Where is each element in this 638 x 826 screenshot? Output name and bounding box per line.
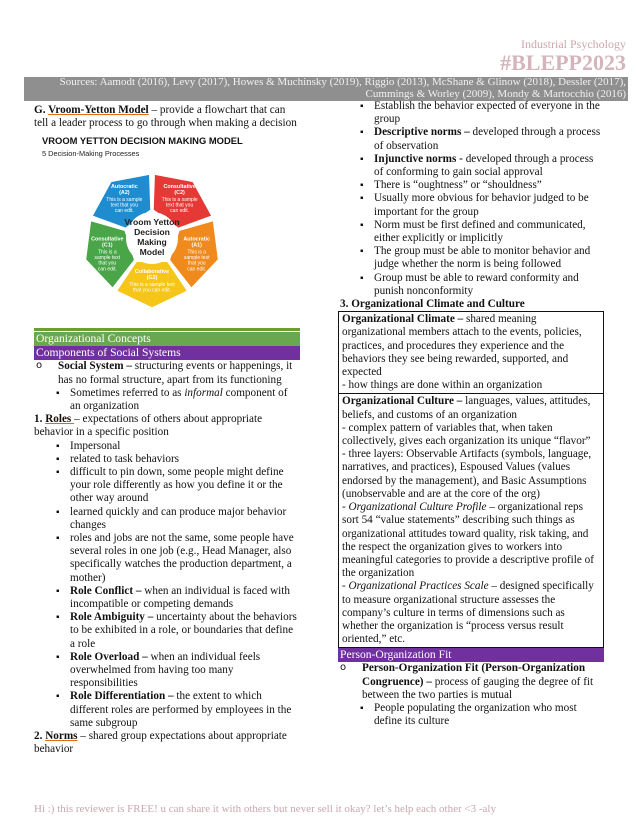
role-definition-item: ▪ Role Differentiation – the extent to which different roles are performed by employees in the same subgroup (34, 690, 300, 730)
diagram-svg (34, 134, 272, 322)
segment-title: Collaborative (134, 269, 170, 276)
segment-note: This is a sample (106, 197, 143, 204)
roles-list-item: ▪ difficult to pin down, some people might define your role differently as how you define it or the other way around (34, 466, 300, 506)
sources-banner: Sources: Aamodt (2016), Levy (2017), Howes & Muchinsky (2019), Riggio (2013), McShane & Glinow (2018), Dessler (2017), Cummings & Worley (2009), Mondy & Martocchio (2016) (24, 77, 628, 101)
segment-note: text that you (166, 202, 194, 209)
culture-box (338, 394, 604, 648)
pof-heading: Person-Organization Fit (338, 648, 604, 662)
culture-profile: - Organizational Culture Profile – organizational reps sort 54 “value statements” describing such things as organizational attitudes toward quality, risk taking, and the respect the organization gives to workers into meaningful categories to provide a descriptive profile of the organization (342, 501, 594, 580)
section-rule (34, 328, 300, 331)
culture-practices-scale: - Organizational Practices Scale – designed specifically to measure organizational structure assesses the company’s culture in terms of dimensions such as whether the organization is “process versus result oriented,” etc. (342, 580, 594, 646)
segment-note: can edit. (114, 208, 134, 215)
norm-item: ▪ The group must be able to monitor behavior and judge whether the norm is being followed (338, 245, 604, 271)
segment-code: (G2) (146, 275, 158, 282)
components-heading: Components of Social Systems (34, 346, 300, 360)
diagram-title: VROOM YETTON DECISION MAKING MODEL (42, 135, 243, 147)
role-definition-item: ▪ Role Overload – when an individual feels overwhelmed from having too many responsibilities (34, 651, 300, 691)
segment-code: (C2) (174, 190, 185, 197)
culture-definition: Organizational Culture – languages, values, attitudes, beliefs, and customs of an organization (342, 395, 591, 421)
norm-item: ▪ Injunctive norms - developed through a process of conforming to gain social approval (338, 153, 604, 179)
roles-list (34, 440, 300, 585)
norm-item: ▪ Group must be able to reward conformity and punish nonconformity (338, 272, 604, 298)
social-system-sub: ▪ Sometimes referred to as informal component of an organization (34, 387, 300, 413)
role-definition-item: ▪ Role Ambiguity – uncertainty about the behaviors to be exhibited in a role, or boundaries that define a role (34, 611, 300, 651)
segment-note: that you can edit. (132, 288, 172, 295)
org-concepts-heading: Organizational Concepts (34, 332, 300, 346)
pof-item: o Person-Organization Fit (Person-Organization Congruence) – process of gauging the degree of fit between the two parties is mutual (338, 662, 604, 702)
segment-note: text that you (110, 202, 138, 209)
segment-note: This is a sample text (129, 282, 175, 289)
segment-code: (A1) (191, 242, 202, 249)
norm-item: ▪ Establish the behavior expected of everyone in the group (338, 100, 604, 126)
segment-title: Autocratic (183, 236, 211, 243)
segment-note: This is a sample (161, 197, 198, 204)
segment-note: can edit. (187, 266, 207, 273)
roles-list-item: ▪ related to task behaviors (34, 453, 300, 466)
norm-item: ▪ Descriptive norms – developed through a process of observation (338, 126, 604, 152)
climate-note: - how things are done within an organization (342, 379, 543, 392)
role-definitions (34, 585, 300, 730)
vroom-paragraph: G. Vroom-Yetton Model – provide a flowchart that can tell a leader process to go through when making a decision (34, 104, 297, 130)
segment-note: This is a (187, 249, 207, 256)
segment-note: that you (187, 261, 206, 268)
subject-label: Industrial Psychology (521, 37, 626, 51)
diagram-center-text: Vroom Yetton (124, 217, 180, 228)
roles-list-item: ▪ learned quickly and can produce major behavior changes (34, 506, 300, 532)
pof-sub: ▪ People populating the organization who most define its culture (338, 702, 604, 728)
norms-paragraph: 2. Norms – shared group expectations about appropriate behavior (34, 730, 287, 756)
diagram-center-text: Decision (134, 227, 170, 238)
segment-note: can edit. (97, 266, 117, 273)
segment-note: that you (98, 261, 117, 268)
left-column (34, 104, 300, 757)
diagram-center-text: Making (137, 237, 167, 248)
norm-item: ▪ Usually more obvious for behavior judged to be important for the group (338, 192, 604, 218)
vroom-yetton-diagram (34, 134, 272, 322)
segment-title: Consultative (163, 184, 196, 191)
segment-note: can edit. (170, 208, 190, 215)
culture-flavor: - complex pattern of variables that, when taken collectively, gives each organization its unique “flavor” (342, 421, 591, 448)
segment-note: This is a (97, 249, 117, 256)
segment-note: sample text (94, 255, 121, 262)
roles-paragraph: 1. Roles – expectations of others about appropriate behavior in a specific position (34, 413, 263, 439)
climate-definition: Organizational Climate – shared meaning organizational members attach to the events, policies, practices, and procedures they experience and the behaviors they see being rewarded, supported, and expected (342, 313, 582, 379)
role-definition-item: ▪ Role Conflict – when an individual is faced with incompatible or competing demands (34, 585, 300, 611)
climate-heading: 3. Organizational Climate and Culture (340, 298, 525, 311)
segment-title: Autocratic (111, 184, 138, 191)
roles-list-item: ▪ Impersonal (34, 440, 300, 453)
segment-code: (C1) (102, 242, 113, 249)
norm-items (338, 100, 604, 298)
norm-item: ▪ There is “oughtness” or “shouldness” (338, 179, 604, 192)
segment-code: (A2) (119, 190, 130, 197)
roles-list-item: ▪ roles and jobs are not the same, some people have several roles in one job (e.g., Head Manager, also specifically watches the production department, a mother) (34, 532, 300, 585)
segment-title: Consultative (91, 236, 124, 243)
social-system-item: o Social System – structuring events or happenings, it has no formal structure, apart from its functioning (34, 360, 300, 386)
diagram-center-text: Model (139, 247, 165, 258)
climate-box (338, 311, 604, 394)
norm-item: ▪ Norm must be first defined and communicated, either explicitly or implicitly (338, 219, 604, 245)
culture-layers: - three layers: Observable Artifacts (symbols, language, narratives, and practices), Espoused Values (values endorsed by the management), and Basic Assumptions (unobservable and are at the core of the org) (342, 448, 592, 500)
segment-note: sample text (183, 255, 210, 262)
hashtag-title: #BLEPP2023 (500, 50, 626, 75)
diagram-subtitle: 5 Decision-Making Processes (42, 149, 140, 159)
footer-note: Hi :) this reviewer is FREE! u can share it with others but never sell it okay? let’s help each other <3 -aly (34, 803, 496, 815)
right-column (338, 100, 604, 728)
